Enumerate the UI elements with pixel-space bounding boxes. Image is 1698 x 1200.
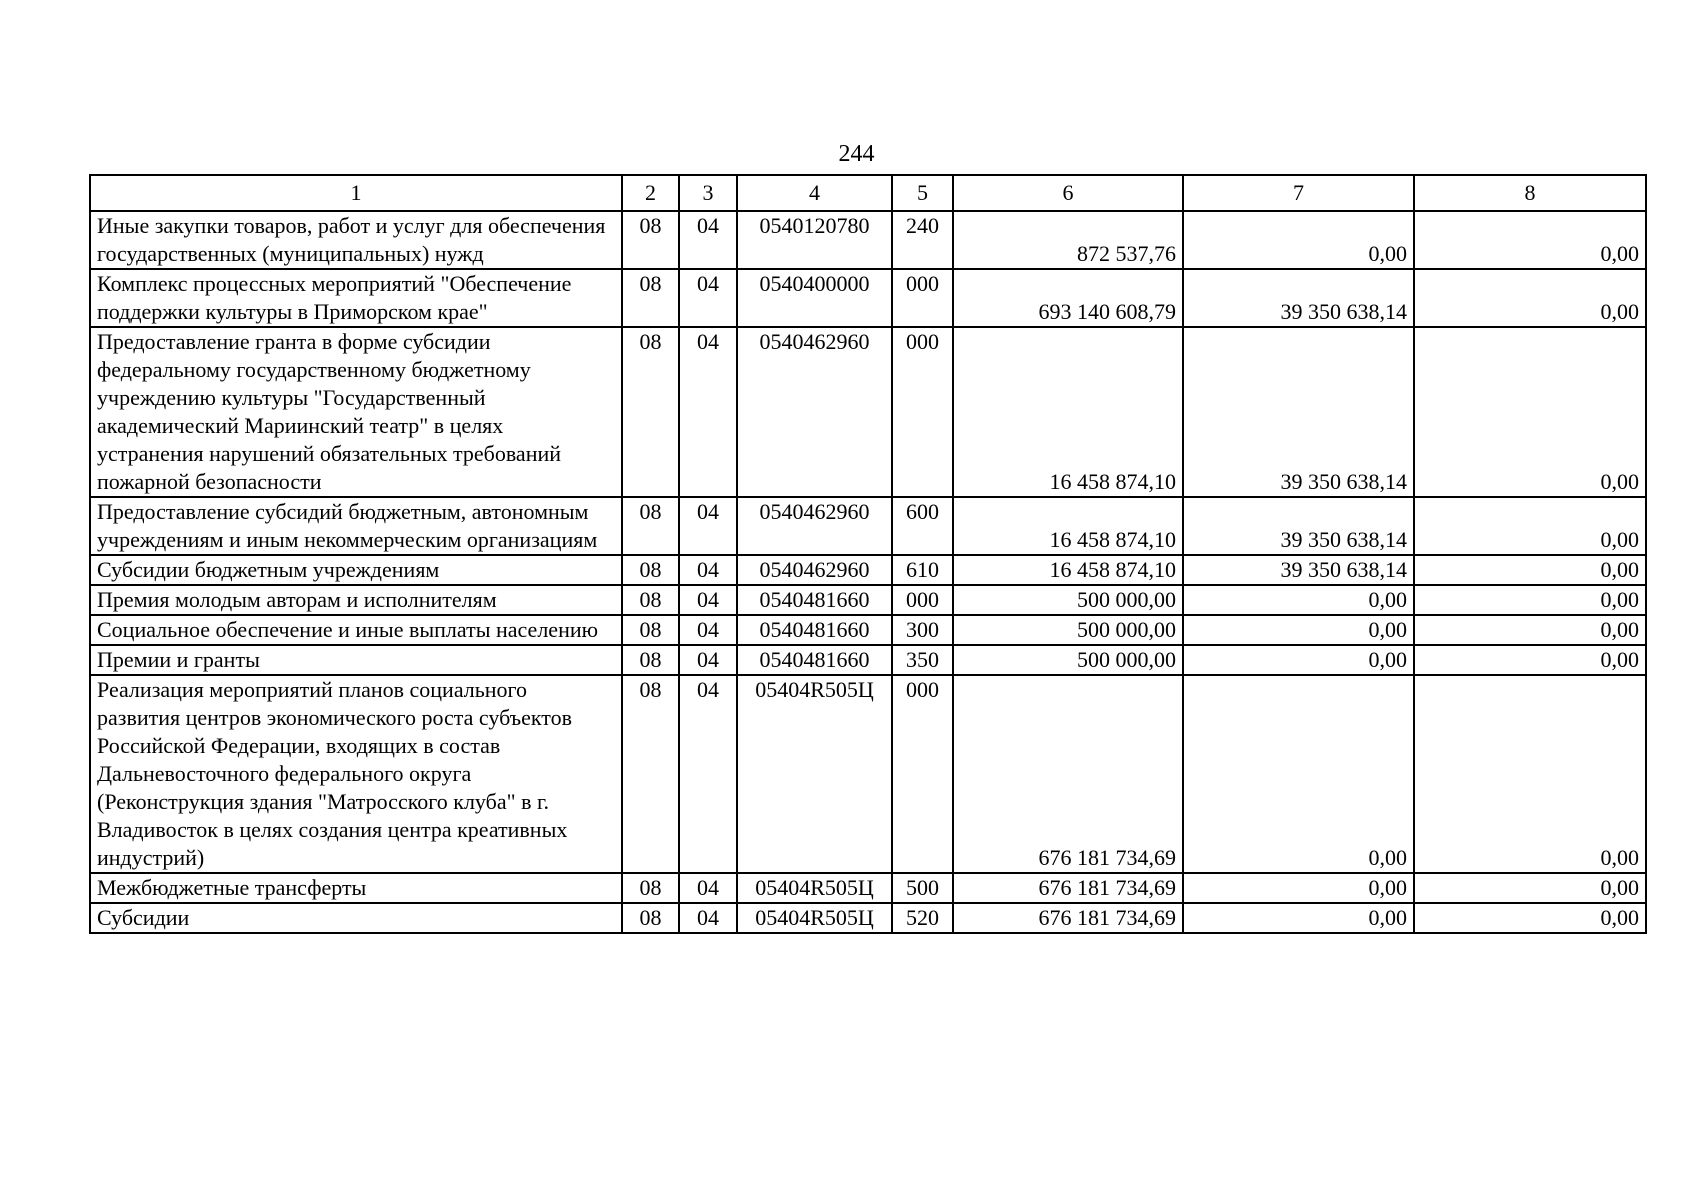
expense-type-cell: 240 [892, 211, 953, 269]
section-code-cell: 08 [622, 675, 679, 873]
amount-col7-cell: 0,00 [1183, 211, 1414, 269]
expense-type-cell: 000 [892, 585, 953, 615]
amount-col6-cell: 500 000,00 [953, 645, 1183, 675]
target-article-cell: 0540120780 [737, 211, 892, 269]
amount-col8-cell: 0,00 [1414, 555, 1646, 585]
section-code-cell: 08 [622, 211, 679, 269]
amount-col6-cell: 872 537,76 [953, 211, 1183, 269]
row-name-cell: Субсидии [90, 903, 622, 933]
table-row [90, 585, 1646, 615]
amount-col6-cell: 500 000,00 [953, 585, 1183, 615]
amount-col7-cell: 0,00 [1183, 585, 1414, 615]
subsection-code-cell: 04 [679, 555, 737, 585]
expense-type-cell: 600 [892, 497, 953, 555]
target-article-cell: 0540462960 [737, 497, 892, 555]
section-code-cell: 08 [622, 873, 679, 903]
section-code-cell: 08 [622, 645, 679, 675]
amount-col7-cell: 0,00 [1183, 675, 1414, 873]
subsection-code-cell: 04 [679, 327, 737, 497]
amount-col8-cell: 0,00 [1414, 585, 1646, 615]
amount-col8-cell: 0,00 [1414, 327, 1646, 497]
target-article-cell: 0540481660 [737, 585, 892, 615]
amount-col6-cell: 16 458 874,10 [953, 555, 1183, 585]
expense-type-cell: 350 [892, 645, 953, 675]
section-code-cell: 08 [622, 497, 679, 555]
amount-col6-cell: 693 140 608,79 [953, 269, 1183, 327]
amount-col8-cell: 0,00 [1414, 211, 1646, 269]
amount-col7-cell: 0,00 [1183, 615, 1414, 645]
amount-col6-cell: 500 000,00 [953, 615, 1183, 645]
target-article-cell: 0540400000 [737, 269, 892, 327]
amount-col7-cell: 0,00 [1183, 903, 1414, 933]
amount-col7-cell: 39 350 638,14 [1183, 497, 1414, 555]
target-article-cell: 0540481660 [737, 615, 892, 645]
expense-type-cell: 000 [892, 327, 953, 497]
amount-col6-cell: 16 458 874,10 [953, 497, 1183, 555]
target-article-cell: 0540462960 [737, 327, 892, 497]
amount-col7-cell: 0,00 [1183, 873, 1414, 903]
amount-col8-cell: 0,00 [1414, 615, 1646, 645]
amount-col7-cell: 39 350 638,14 [1183, 327, 1414, 497]
subsection-code-cell: 04 [679, 873, 737, 903]
amount-col7-cell: 0,00 [1183, 645, 1414, 675]
section-code-cell: 08 [622, 615, 679, 645]
subsection-code-cell: 04 [679, 585, 737, 615]
header-row [90, 175, 1646, 211]
table-row [90, 675, 1646, 873]
amount-col7-cell: 39 350 638,14 [1183, 555, 1414, 585]
subsection-code-cell: 04 [679, 645, 737, 675]
subsection-code-cell: 04 [679, 903, 737, 933]
section-code-cell: 08 [622, 585, 679, 615]
amount-col6-cell: 676 181 734,69 [953, 675, 1183, 873]
expense-type-cell: 520 [892, 903, 953, 933]
table-row [90, 211, 1646, 269]
page-number: 244 [838, 141, 875, 167]
amount-col8-cell: 0,00 [1414, 675, 1646, 873]
amount-col8-cell: 0,00 [1414, 903, 1646, 933]
section-code-cell: 08 [622, 327, 679, 497]
table-row [90, 497, 1646, 555]
subsection-code-cell: 04 [679, 615, 737, 645]
row-name-cell: Предоставление гранта в форме субсидии федеральному государственному бюджетному учреждению культуры "Государственный академический Мариинский театр" в целях устранения нарушений обязательных требований пожарной безопасности [90, 327, 622, 497]
row-name-cell: Предоставление субсидий бюджетным, автономным учреждениям и иным некоммерческим организациям [90, 497, 622, 555]
expense-type-cell: 000 [892, 269, 953, 327]
header-cell-6: 6 [953, 175, 1183, 211]
subsection-code-cell: 04 [679, 269, 737, 327]
expense-type-cell: 000 [892, 675, 953, 873]
expense-type-cell: 500 [892, 873, 953, 903]
table-row [90, 873, 1646, 903]
amount-col8-cell: 0,00 [1414, 645, 1646, 675]
table-row [90, 327, 1646, 497]
row-name-cell: Социальное обеспечение и иные выплаты населению [90, 615, 622, 645]
section-code-cell: 08 [622, 903, 679, 933]
row-name-cell: Межбюджетные трансферты [90, 873, 622, 903]
table-row [90, 903, 1646, 933]
target-article-cell: 05404R505Ц [737, 873, 892, 903]
budget-table [89, 174, 1647, 934]
target-article-cell: 0540481660 [737, 645, 892, 675]
header-cell-3: 3 [679, 175, 737, 211]
row-name-cell: Премии и гранты [90, 645, 622, 675]
target-article-cell: 05404R505Ц [737, 675, 892, 873]
amount-col6-cell: 16 458 874,10 [953, 327, 1183, 497]
header-cell-5: 5 [892, 175, 953, 211]
expense-type-cell: 300 [892, 615, 953, 645]
header-cell-1: 1 [90, 175, 622, 211]
row-name-cell: Субсидии бюджетным учреждениям [90, 555, 622, 585]
row-name-cell: Комплекс процессных мероприятий "Обеспечение поддержки культуры в Приморском крае" [90, 269, 622, 327]
table-row [90, 555, 1646, 585]
header-cell-8: 8 [1414, 175, 1646, 211]
header-cell-4: 4 [737, 175, 892, 211]
section-code-cell: 08 [622, 269, 679, 327]
amount-col7-cell: 39 350 638,14 [1183, 269, 1414, 327]
expense-type-cell: 610 [892, 555, 953, 585]
subsection-code-cell: 04 [679, 497, 737, 555]
header-cell-7: 7 [1183, 175, 1414, 211]
target-article-cell: 05404R505Ц [737, 903, 892, 933]
amount-col8-cell: 0,00 [1414, 873, 1646, 903]
target-article-cell: 0540462960 [737, 555, 892, 585]
row-name-cell: Иные закупки товаров, работ и услуг для обеспечения государственных (муниципальных) нужд [90, 211, 622, 269]
header-cell-2: 2 [622, 175, 679, 211]
amount-col6-cell: 676 181 734,69 [953, 903, 1183, 933]
subsection-code-cell: 04 [679, 211, 737, 269]
subsection-code-cell: 04 [679, 675, 737, 873]
row-name-cell: Премия молодым авторам и исполнителям [90, 585, 622, 615]
table-row [90, 269, 1646, 327]
amount-col6-cell: 676 181 734,69 [953, 873, 1183, 903]
table-row [90, 645, 1646, 675]
table-row [90, 615, 1646, 645]
amount-col8-cell: 0,00 [1414, 269, 1646, 327]
section-code-cell: 08 [622, 555, 679, 585]
amount-col8-cell: 0,00 [1414, 497, 1646, 555]
row-name-cell: Реализация мероприятий планов социального развития центров экономического роста субъектов Российской Федерации, входящих в состав Дальневосточного федерального округа (Реконструкция здания "Матросского клуба" в г. Владивосток в целях создания центра креативных индустрий) [90, 675, 622, 873]
